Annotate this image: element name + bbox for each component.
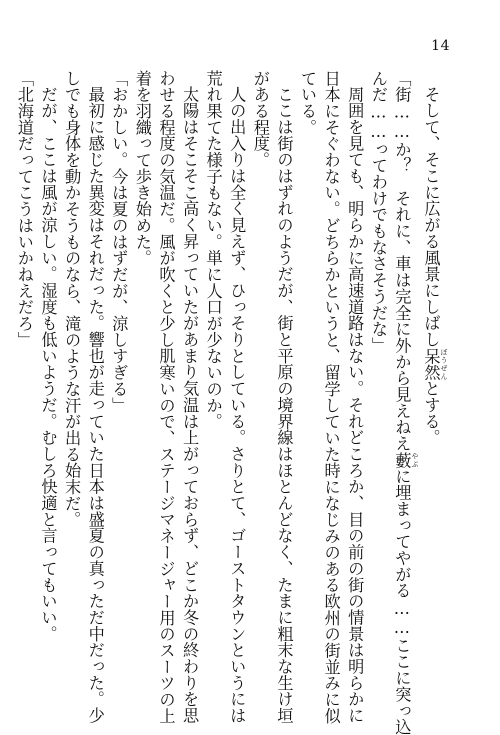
page-number: 14 [431, 38, 450, 54]
ruby-reading: やぶ [410, 451, 419, 468]
text-line: だが、ここは風が涼しい。湿度も低いようだ。むしろ快適と言ってもいい。 [38, 86, 58, 643]
ruby-word [421, 347, 448, 381]
text-segment: に埋まってやがる……ここに突っ込 [392, 468, 412, 735]
text-line: 周囲を見ても、明らかに高速道路はない。それどころか、目の前の街の情景は明らかに [345, 86, 365, 724]
text-line: 「北海道だってこうはいかねえだろ」 [14, 70, 34, 348]
text-line: 太陽はそこそこ高く昇っていたがあまり気温は上がっておらず、どこか冬の終わりを思 [180, 86, 200, 724]
text-line: がある程度。 [250, 70, 270, 169]
text-segment: とする。 [421, 380, 441, 446]
text-line: 「おかしい。今は夏のはずだが、涼しすぎる」 [109, 70, 129, 414]
text-line: ている。 [298, 70, 318, 136]
text-line: 日本にそぐわない。どちらかというと、留学していた時になじみのある欧州の街並みに似 [321, 70, 341, 724]
text-line [419, 70, 448, 670]
text-segment: そして、そこに広がる風景にしばし [421, 86, 441, 348]
text-line: 最初に感じた異変はそれだった。響也が走っていた日本は盛夏の真っただ中だった。少 [85, 86, 105, 724]
text-line: 着を羽織って歩き始めた。 [132, 70, 152, 267]
text-line: 荒れ果てた様子もない。単に人口が少ないのか。 [203, 70, 223, 430]
text-line: ここは街のはずれのようだが、街と平原の境界線はほとんどなく、たまに粗末な生け垣 [274, 86, 294, 724]
text-line: わせる程度の気温だ。風が吹くと少し肌寒いので、ステージマネージャー用のスーツの上 [156, 70, 176, 724]
text-line: んだ……ってわけでもなさそうだな」 [368, 70, 388, 354]
text-line [390, 70, 419, 735]
ruby-base: 藪 [392, 451, 412, 469]
ruby-word [392, 451, 419, 469]
text-line: 人の出入りは全く見えず、ひっそりとしている。さりとて、ゴーストタウンというには [227, 86, 247, 724]
ruby-base: 呆然 [421, 347, 441, 381]
text-segment: 「街……か？ それに、車は完全に外から見えねえ [392, 70, 412, 452]
text-line: しでも身体を動かそうものなら、滝のような汗が出る始末だ。 [62, 70, 82, 528]
novel-body-text [14, 70, 448, 735]
ruby-reading: ぼうぜん [440, 347, 448, 381]
